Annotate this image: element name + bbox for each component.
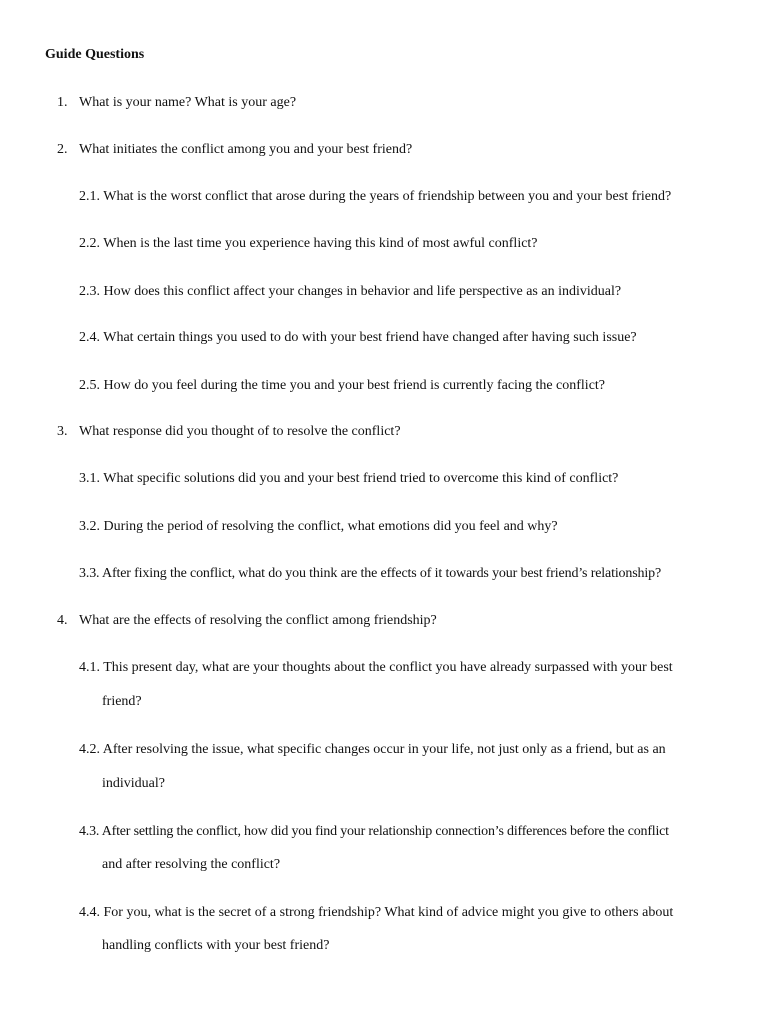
sub-question-4-1: 4.1. This present day, what are your thoughts about the conflict you have already surpassed with your best [79,660,673,675]
question-text: What response did you thought of to resolve the conflict? [79,424,401,439]
sub-question-4-4-continuation: handling conflicts with your best friend? [102,938,330,953]
sub-question-2-5: 2.5. How do you feel during the time you and your best friend is currently facing the conflict? [79,378,606,393]
sub-question-2-1: 2.1. What is the worst conflict that arose during the years of friendship between you and your best friend? [79,189,672,204]
question-text: What are the effects of resolving the conflict among friendship? [79,613,437,628]
page-title: Guide Questions [45,47,145,62]
question-text: What is your name? What is your age? [79,95,297,110]
sub-question-4-4: 4.4. For you, what is the secret of a strong friendship? What kind of advice might you give to others about [79,905,674,920]
sub-question-3-1: 3.1. What specific solutions did you and your best friend tried to overcome this kind of conflict? [79,471,619,486]
question-number: 3. [57,424,68,439]
sub-question-2-4: 2.4. What certain things you used to do with your best friend have changed after having such issue? [79,330,637,345]
sub-question-4-1-continuation: friend? [102,694,142,709]
question-text: What initiates the conflict among you and your best friend? [79,142,413,157]
sub-question-2-3: 2.3. How does this conflict affect your changes in behavior and life perspective as an individual? [79,284,622,299]
question-number: 2. [57,142,68,157]
question-number: 4. [57,613,68,628]
question-number: 1. [57,95,68,110]
sub-question-3-2: 3.2. During the period of resolving the conflict, what emotions did you feel and why? [79,519,558,534]
sub-question-4-2-continuation: individual? [102,776,165,791]
sub-question-4-2: 4.2. After resolving the issue, what specific changes occur in your life, not just only as a friend, but as an [79,742,666,757]
sub-question-3-3: 3.3. After fixing the conflict, what do you think are the effects of it towards your best friend’s relationship? [79,566,662,581]
sub-question-4-3: 4.3. After settling the conflict, how did you find your relationship connection’s differences before the conflict [79,824,669,839]
sub-question-4-3-continuation: and after resolving the conflict? [102,857,281,872]
sub-question-2-2: 2.2. When is the last time you experience having this kind of most awful conflict? [79,236,538,251]
